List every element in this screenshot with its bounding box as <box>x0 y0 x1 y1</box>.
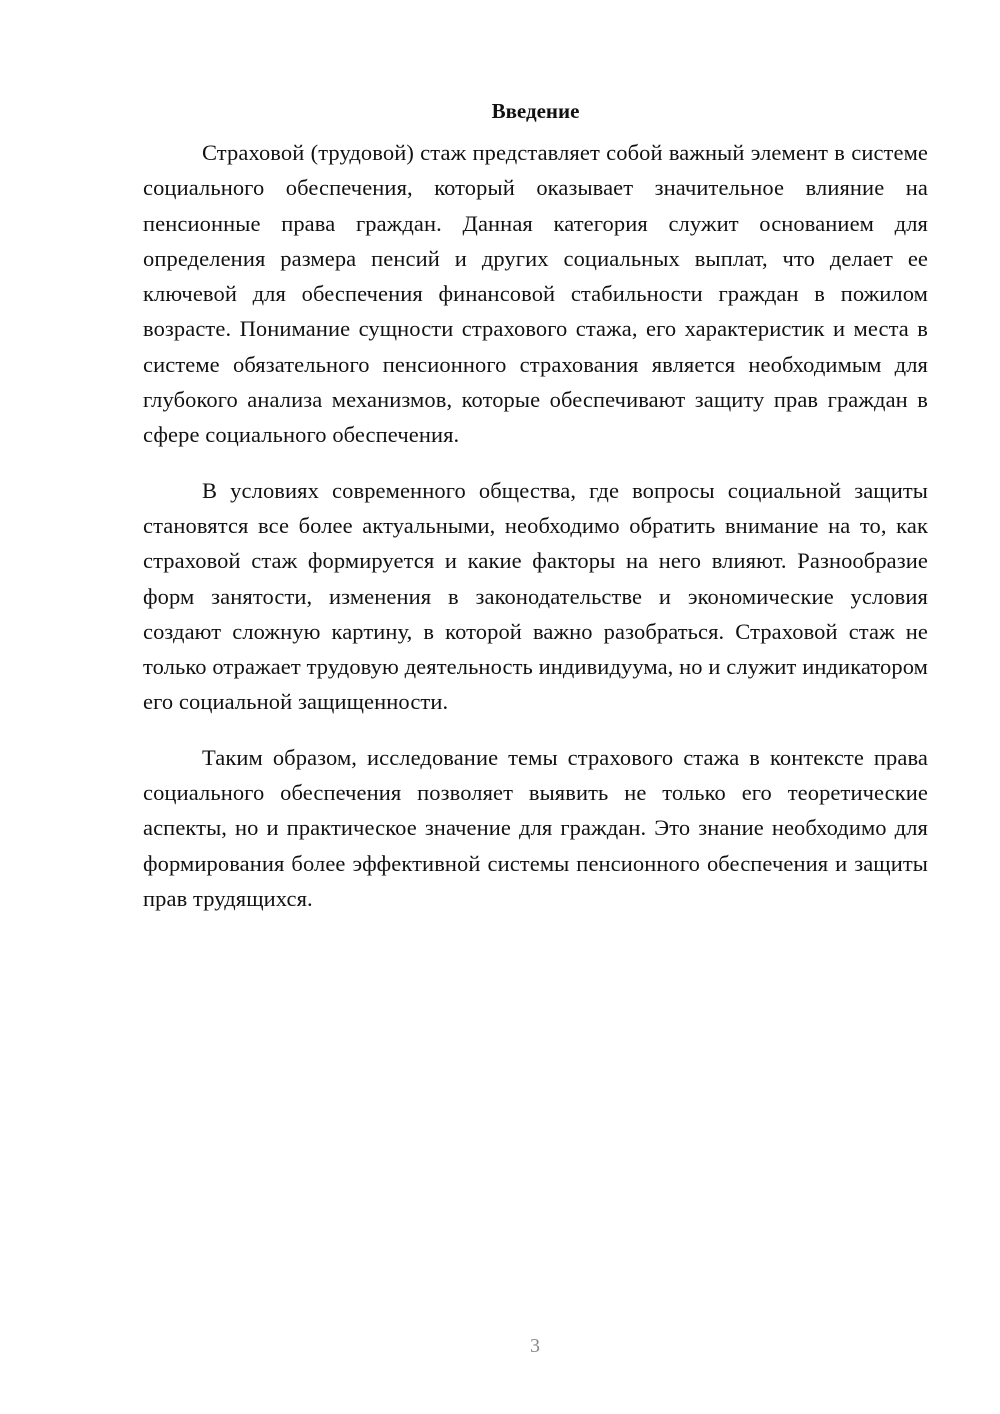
paragraph-1: Страховой (трудовой) стаж представляет собой важный элемент в системе социального обеспечения, который оказывает значительное влияние на пенсионные права граждан. Данная категория служит основанием для определения размера пенсий и других социальных выплат, что делает ее ключевой для обеспечения финансовой стабильности граждан в пожилом возрасте. Понимание сущности страхового стажа, его характеристик и места в системе обязательного пенсионного страхования является необходимым для глубокого анализа механизмов, которые обеспечивают защиту прав граждан в сфере социального обеспечения. <box>143 140 928 448</box>
section-heading: Введение <box>491 99 580 123</box>
document-body <box>143 96 928 936</box>
paragraph-2: В условиях современного общества, где вопросы социальной защиты становятся все более актуальными, необходимо обратить внимание на то, как страховой стаж формируется и какие факторы на него влияют. Разнообразие форм занятости, изменения в законодательстве и экономические условия создают сложную картину, в которой важно разобраться. Страховой стаж не только отражает трудовую деятельность индивидуума, но и служит индикатором его социальной защищенности. <box>143 477 928 715</box>
paragraph-3: Таким образом, исследование темы страхового стажа в контексте права социального обеспечения позволяет выявить не только его теоретические аспекты, но и практическое значение для граждан. Это знание необходимо для формирования более эффективной системы пенсионного обеспечения и защиты прав трудящихся. <box>143 744 928 911</box>
page-number: 3 <box>530 1335 540 1357</box>
